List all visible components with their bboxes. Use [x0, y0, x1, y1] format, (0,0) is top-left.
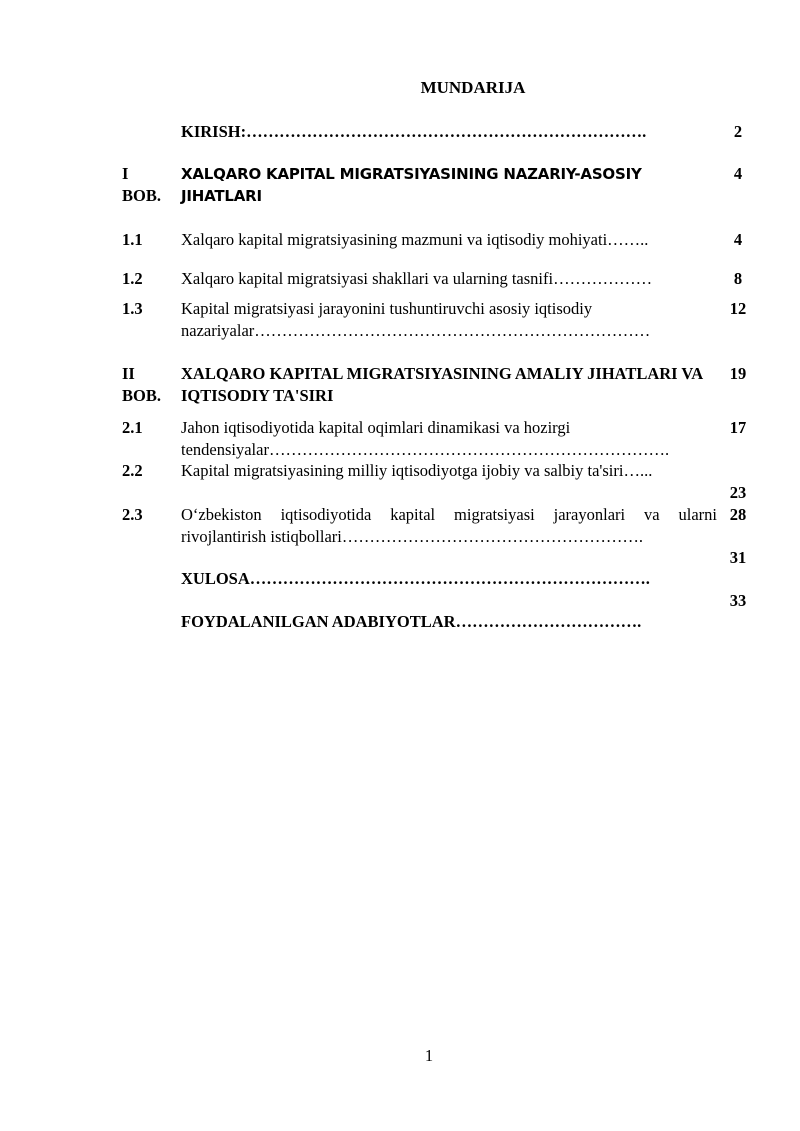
toc-entry-number: 1.3 — [122, 299, 143, 318]
toc-entry-page: 4 — [733, 164, 743, 183]
toc-entry-text: KIRISH:………………………………………………………………. — [181, 122, 647, 141]
toc-entry-page: 8 — [733, 269, 743, 288]
toc-entry-number: 2.2 — [122, 461, 143, 480]
toc-entry-page: 28 — [729, 505, 747, 524]
toc-entry-page: 2 — [733, 122, 743, 141]
page-title: MUNDARIJA — [420, 78, 526, 97]
toc-entry-page: 12 — [729, 299, 747, 318]
toc-entry-page: 31 — [729, 548, 747, 567]
toc-entry-number: 1.2 — [122, 269, 143, 288]
toc-entry-number: I BOB. — [122, 164, 161, 205]
toc-entry-page: 17 — [729, 418, 747, 437]
toc-entry-number: II BOB. — [122, 364, 161, 405]
toc-entry-text: FOYDALANILGAN ADABIYOTLAR……………………………. — [181, 612, 642, 631]
toc-entry-number: 2.1 — [122, 418, 143, 437]
toc-entry-page: 4 — [733, 230, 743, 249]
toc-entry-page: 33 — [729, 591, 747, 610]
toc-entry-page: 23 — [729, 483, 747, 502]
toc-entry-text: Kapital migratsiyasining milliy iqtisodiyotga ijobiy va salbiy ta'siri…... — [181, 461, 653, 480]
toc-entry-text: O‘zbekiston iqtisodiyotida kapital migratsiyasi jarayonlari va ularni rivojlantirish istiqbollari………………………………………………. — [181, 505, 717, 546]
toc-entry-text: Xalqaro kapital migratsiyasining mazmuni va iqtisodiy mohiyati…….. — [181, 230, 649, 249]
toc-entry-page: 19 — [729, 364, 747, 383]
toc-entry-text: Xalqaro kapital migratsiyasi shakllari va ularning tasnifi……………… — [181, 269, 653, 288]
toc-entry-text: XULOSA………………………………………………………………. — [181, 569, 650, 588]
toc-entry-text: XALQARO KAPITAL MIGRATSIYASINING NAZARIY-ASOSIY JIHATLARI — [181, 165, 642, 205]
page-number: 1 — [424, 1046, 434, 1065]
toc-entry-text: Kapital migratsiyasi jarayonini tushuntiruvchi asosiy iqtisodiy nazariyalar……………………………………………………………… — [181, 299, 651, 340]
toc-entry-number: 1.1 — [122, 230, 143, 249]
toc-entry-number: 2.3 — [122, 505, 143, 524]
toc-entry-text: Jahon iqtisodiyotida kapital oqimlari dinamikasi va hozirgi tendensiyalar………………………………………………………………. — [181, 418, 670, 459]
toc-entry-text: XALQARO KAPITAL MIGRATSIYASINING AMALIY JIHATLARI VA IQTISODIY TA'SIRI — [181, 364, 703, 405]
